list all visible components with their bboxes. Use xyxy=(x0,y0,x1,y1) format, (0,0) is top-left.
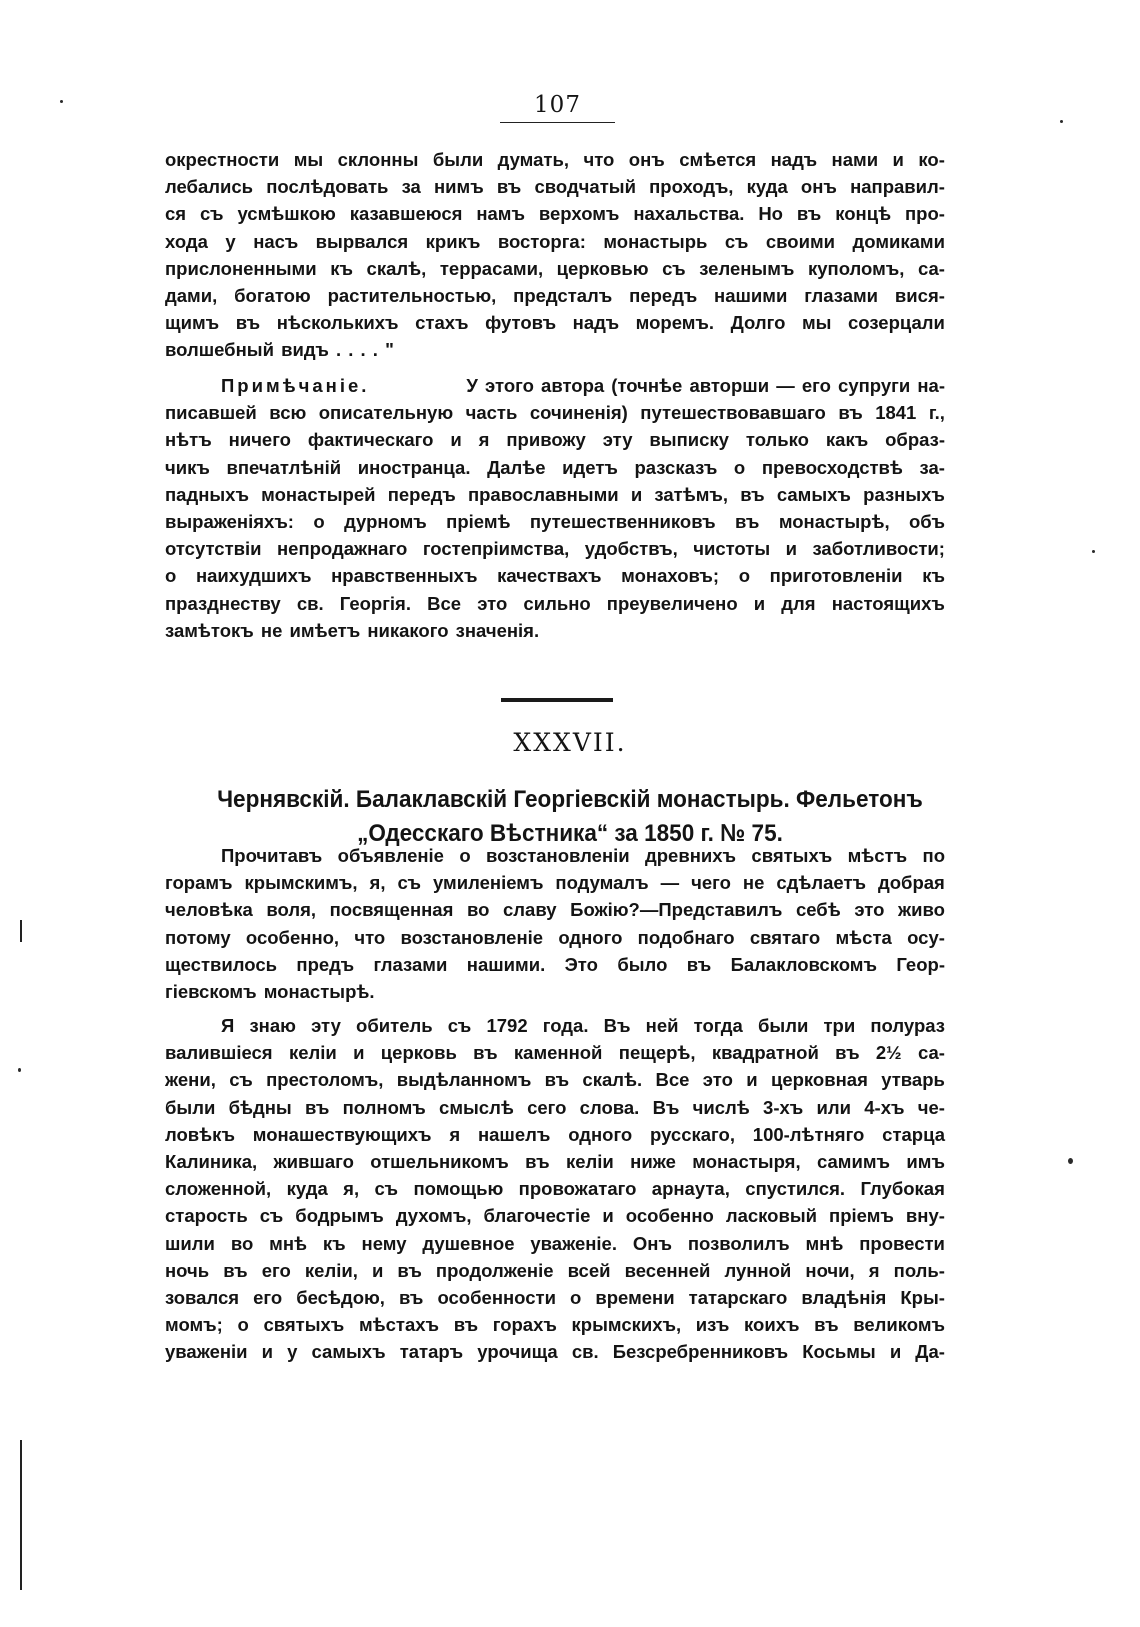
text-line: дами, богатою растительностью, предсталъ передъ нашими глазами вися- xyxy=(165,285,945,307)
scan-binding-mark xyxy=(20,920,22,942)
continuation-text xyxy=(165,146,945,364)
text-line: старость съ бодрымъ духомъ, благочестіе и особенно ласковый пріемъ вну- xyxy=(165,1205,945,1227)
section-divider xyxy=(501,698,613,702)
text-line: гіевскомъ монастырѣ. xyxy=(165,981,375,1003)
text-line: писавшей всю описательную часть сочиненія) путешествовавшаго въ 1841 г., xyxy=(165,402,945,424)
text-line: празднеству св. Георгія. Все это сильно преувеличено и для настоящихъ xyxy=(165,592,945,614)
scan-speck xyxy=(18,1068,21,1072)
section-number: XXXVII. xyxy=(513,728,627,757)
text-line: человѣка воля, посвященная во славу Божію?—Представилъ себѣ это живо xyxy=(165,899,945,921)
text-line: замѣтокъ не имѣетъ никакого значенія. xyxy=(165,619,540,641)
text-line: уваженіи и у самыхъ татаръ урочища св. Безсребренниковъ Косьмы и Да- xyxy=(165,1341,945,1363)
paragraph-1 xyxy=(165,842,945,1005)
text-line: выраженіяхъ: о дурномъ пріемѣ путешественниковъ въ монастырѣ, объ xyxy=(165,511,945,533)
text-line: отсутствіи непродажнаго гостепріимства, удобствъ, чистоты и заботливости; xyxy=(165,538,945,560)
text-line: хода у насъ вырвался крикъ восторга: монастырь съ своими домиками xyxy=(165,230,945,252)
text-line: ночь въ его келіи, и въ продолженіе всей весенней лунной ночи, я поль- xyxy=(165,1259,945,1281)
text-line: момъ; о святыхъ мѣстахъ въ горахъ крымскихъ, изъ коихъ въ великомъ xyxy=(165,1314,945,1336)
page-number: 107 xyxy=(500,92,615,123)
text-line: валившіеся келіи и церковь въ каменной пещерѣ, квадратной въ 2½ са- xyxy=(165,1042,945,1064)
note-label: Примѣчаніе. xyxy=(221,375,370,396)
text-line: падныхъ монастырей передъ православными и затѣмъ, въ самыхъ разныхъ xyxy=(165,483,945,505)
scan-binding-mark xyxy=(20,1440,22,1590)
text-line: окрестности мы склонны были думать, что онъ смѣется надъ нами и ко- xyxy=(165,149,945,170)
text-line: горамъ крымскимъ, я, съ умиленіемъ подумалъ — чего не сдѣлаетъ добрая xyxy=(165,872,945,894)
text-line: лебались послѣдовать за нимъ въ сводчатый проходъ, куда онъ направил- xyxy=(165,176,945,198)
text-line: нѣтъ ничего фактическаго и я привожу эту выписку только какъ образ- xyxy=(165,429,945,451)
scan-speck xyxy=(1092,550,1095,553)
text-line: шили во мнѣ къ нему душевное уваженіе. Онъ позволилъ мнѣ провести xyxy=(165,1232,945,1254)
section-title xyxy=(193,783,947,851)
section-title-line: Чернявскій. Балаклавскій Георгіевскій монастырь. Фельетонъ xyxy=(217,786,923,813)
scan-speck xyxy=(1068,1158,1073,1164)
text-line: о наихудшихъ нравственныхъ качествахъ монаховъ; о приготовленіи къ xyxy=(165,565,945,587)
paragraph-2 xyxy=(165,1012,945,1366)
text-line: Я знаю эту обитель съ 1792 года. Въ ней тогда были три полураз xyxy=(221,1015,945,1036)
text-line: прислоненными къ скалѣ, террасами, церковью съ зеленымъ куполомъ, са- xyxy=(165,257,945,279)
text-line: Калиника, жившаго отшельникомъ въ келіи ниже монастыря, самимъ имъ xyxy=(165,1151,945,1173)
scan-speck xyxy=(1060,120,1063,123)
text-line: были бѣдны въ полномъ смыслѣ сего слова. Въ числѣ 3-хъ или 4-хъ че- xyxy=(165,1096,945,1118)
text-line: ществилось предъ глазами нашими. Это было въ Балакловскомъ Геор- xyxy=(165,953,945,975)
note-first-line-text: У этого автора (точнѣе авторши — его супруги на- xyxy=(466,375,945,396)
text-line: щимъ въ нѣсколькихъ стахъ футовъ надъ моремъ. Долго мы созерцали xyxy=(165,312,945,334)
text-line: зовался его бесѣдою, въ особенности о времени татарскаго владѣнія Кры- xyxy=(165,1287,945,1309)
section-title-line: „Одесскаго Вѣстника“ за 1850 г. № 75. xyxy=(357,820,783,847)
scan-speck xyxy=(60,100,63,103)
note-paragraph xyxy=(165,372,945,644)
text-line: Прочитавъ объявленіе о возстановленіи древнихъ святыхъ мѣстъ по xyxy=(221,845,945,866)
text-line: волшебный видъ . . . . " xyxy=(165,339,394,361)
text-line: потому особенно, что возстановленіе одного подобнаго святаго мѣста осу- xyxy=(165,926,945,948)
text-line: сложенной, куда я, съ помощью провожатаго арнаута, спустился. Глубокая xyxy=(165,1178,945,1200)
text-line: ловѣкъ монашествующихъ я нашелъ одного русскаго, 100-лѣтняго старца xyxy=(165,1123,945,1145)
text-line: жени, съ престоломъ, выдѣланномъ въ скалѣ. Все это и церковная утварь xyxy=(165,1069,945,1091)
note-first-line xyxy=(165,372,945,399)
text-line: чикъ впечатлѣній иностранца. Далѣе идетъ разсказъ о превосходствѣ за- xyxy=(165,456,945,478)
text-line: ся съ усмѣшкою казавшеюся намъ верхомъ нахальства. Но въ концѣ про- xyxy=(165,203,945,225)
